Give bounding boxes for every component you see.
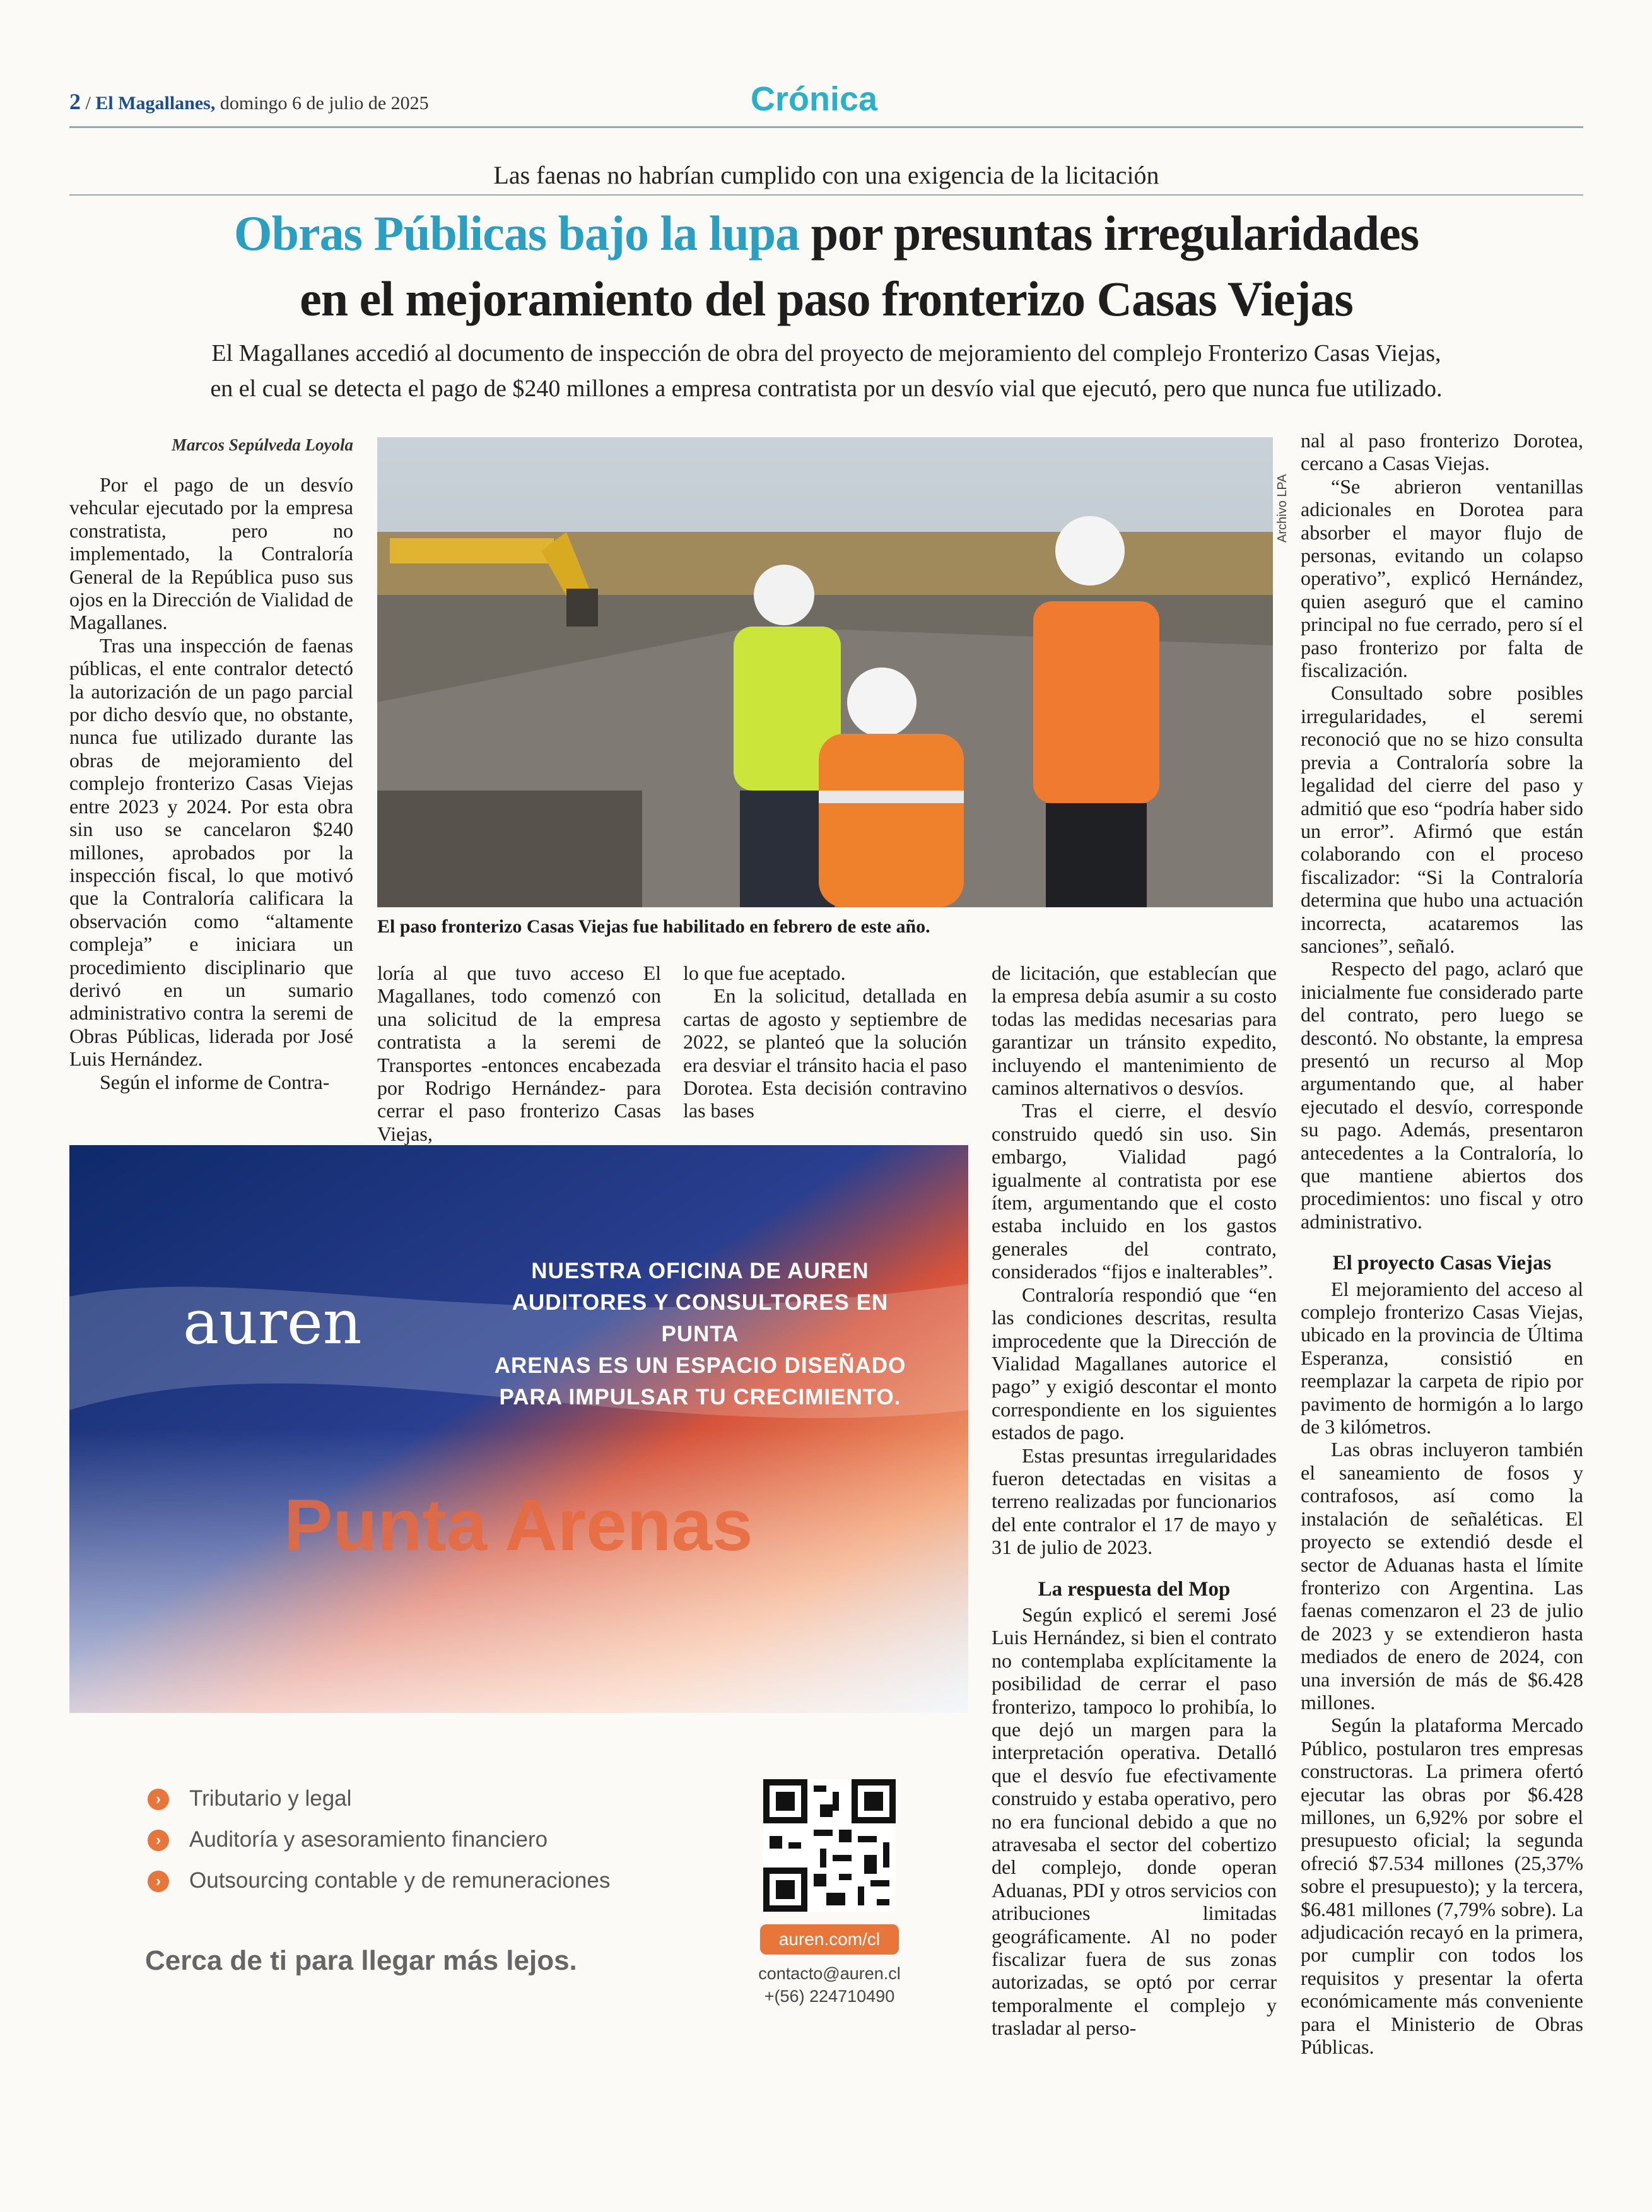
paragraph: Contraloría respondió que “en las condiciones descritas, resulta improcedente que la Dirección de Vialidad Magallanes autorice el pago” y exigió descontar el monto correspondiente en los siguientes estados de pago.: [992, 1283, 1277, 1444]
headline-part-2: en el mejoramiento del paso fronterizo Casas Viejas: [300, 271, 1353, 326]
paragraph: En la solicitud, detallada en cartas de agosto y septiembre de 2022, se planteó que la solución era desviar el tránsito hacia el paso Dorotea. Esta decisión contravino las bases: [683, 984, 967, 1122]
ad-service-1: Tributario y legal: [189, 1786, 352, 1811]
page-number: 2: [69, 89, 81, 114]
kicker-rule: [69, 194, 1583, 196]
ad-background: [69, 1145, 968, 1713]
paragraph: Por el pago de un desvío vehcular ejecutado por la empresa constratista, pero no implementado, la Contraloría General de la República puso sus ojos en la Dirección de Vialidad de Magallanes.: [69, 473, 353, 634]
news-photo: [377, 437, 1273, 907]
paragraph: loría al que tuvo acceso El Magallanes, todo comenzó con una solicitud de la empresa contratista a la seremi de Transportes -entonces encabezada por Rodrigo Hernández- para cerrar el paso fronterizo Casas Viejas,: [377, 962, 661, 1145]
article-column-3: [683, 962, 967, 1122]
ad-service-3: Outsourcing contable y de remuneraciones: [189, 1868, 611, 1893]
paragraph: de licitación, que establecían que la empresa debía asumir a su costo todas las medidas necesarias para garantizar un tránsito expedito, incluyendo el mantenimiento de caminos alternativos o desvíos.: [992, 962, 1277, 1100]
byline: Marcos Sepúlveda Loyola: [172, 435, 353, 454]
road-works-photo: [377, 437, 1273, 907]
ad-slogan: Cerca de ti para llegar más lejos.: [145, 1945, 577, 1976]
paragraph: Consultado sobre posibles irregularidades, el seremi reconoció que no se hizo consulta previa a Contraloría sobre la legalidad del cierre del paso y admitió que eso “podría haber sido un error”. Afirmó que están colaborando con el proceso fiscalizador: “Si la Contraloría determina que hubo una actuación incorrecta, acataremos las sanciones”, señaló.: [1301, 681, 1583, 957]
paragraph: Tras una inspección de faenas públicas, el ente contralor detectó la autorización de un pago parcial por dicho desvío que, no obstante, nunca fue utilizado durante las obras de mejoramiento del complejo fronterizo Casas Viejas entre 2023 y 2024. Por esta obra sin uso se cancelaron $240 millones, aprobados por la inspección fiscal, lo que motivó que la Contraloría calificara la observación como “altamente compleja” e iniciara un procedimiento disciplinario que derivó en un sumario administrativo contra la seremi de Obras Públicas, liderada por José Luis Hernández.: [69, 633, 353, 1071]
headline-part-1: por presuntas irregularidades: [811, 206, 1419, 261]
ad-contact: [725, 1962, 934, 2008]
arrow-icon: ›: [148, 1871, 169, 1892]
paragraph: “Se abrieron ventanillas adicionales en Dorotea para absorber el mayor flujo de personas, evitando un colapso operativo”, explicó Hernández, quien aseguró que el camino principal no fue cerrado, pero sí el paso fronterizo por falta de fiscalización.: [1301, 474, 1583, 682]
photo-caption: El paso fronterizo Casas Viejas fue habilitado en febrero de este año.: [377, 916, 930, 937]
deck-line-2: en el cual se detecta el pago de $240 millones a empresa contratista por un desvío vial que ejecutó, pero que nunca fue utilizado.: [210, 375, 1443, 402]
paper-name: El Magallanes,: [95, 93, 216, 114]
masthead-rule: [69, 126, 1583, 128]
section-name: Crónica: [751, 80, 878, 118]
paragraph: Según la plataforma Mercado Público, postularon tres empresas constructoras. La primera ofertó ejecutar las obras por $6.428 millones, un 6,92% por sobre el presupuesto oficial; la segunda ofreció $7.534 millones (25,37% sobre el presupuesto); y la tercera, $6.481 millones (7,79% sobre). La adjudicación recayó en la primera, por cumplir con todos los requisitos y presentar la oferta económicamente más conveniente para el Ministerio de Obras Públicas.: [1301, 1714, 1583, 2059]
deck-line-1: El Magallanes accedió al documento de inspección de obra del proyecto de mejoramiento del complejo Fronterizo Casas Viejas,: [211, 340, 1441, 367]
paragraph: Estas presuntas irregularidades fueron detectadas en visitas a terreno realizadas por funcionarios del ente contralor el 17 de mayo y 31 de julio de 2023.: [992, 1444, 1277, 1559]
ad-tagline-3: ARENAS ES UN ESPACIO DISEÑADO: [494, 1353, 906, 1378]
qr-code-icon[interactable]: [763, 1779, 896, 1912]
deck: [120, 336, 1533, 406]
ad-phone: +(56) 224710490: [764, 1987, 895, 2006]
paragraph: Las obras incluyeron también el saneamiento de fosos y contrafosos, así como la instalación de señaléticas. El proyecto se extendió desde el sector de Aduanas hasta el límite fronterizo con Argentina. Las faenas comenzaron el 23 de julio de 2023 y se extendieron hasta mediados de enero de 2024, con una inversión de más de $6.428 millones.: [1301, 1438, 1583, 1714]
arrow-icon: ›: [148, 1830, 169, 1851]
paragraph: Tras el cierre, el desvío construido quedó sin uso. Sin embargo, Vialidad pagó igualmente al contratista por ese ítem, argumentando que el costo estaba incluido en los gastos generales del contrato, considerados “fijos e inalterables”.: [992, 1099, 1277, 1283]
masthead-separator: /: [85, 93, 91, 114]
arrow-icon: ›: [148, 1789, 169, 1810]
paragraph: Según el informe de Contra-: [100, 1070, 330, 1093]
article-column-2: [377, 962, 661, 1145]
ad-website-link[interactable]: auren.com/cl: [760, 1924, 899, 1955]
headline: [69, 201, 1583, 332]
masthead: [69, 88, 429, 115]
paragraph: nal al paso fronterizo Dorotea, cercano a Casas Viejas.: [1301, 429, 1583, 475]
ad-email[interactable]: contacto@auren.cl: [758, 1964, 901, 1983]
subhead-mop: La respuesta del Mop: [1038, 1577, 1231, 1601]
article-column-1: [69, 473, 353, 1093]
paragraph: El mejoramiento del acceso al complejo fronterizo Casas Viejas, ubicado en la provincia de Última Esperanza, consistió en reemplazar la carpeta de ripio por pavimento de hormigón a lo largo de 3 kilómetros.: [1301, 1277, 1583, 1438]
photo-credit: Archivo LPA: [1275, 474, 1289, 543]
ad-tagline: [479, 1256, 921, 1413]
ad-city: Punta Arenas: [284, 1484, 753, 1566]
headline-accent: Obras Públicas bajo la lupa: [233, 206, 800, 261]
article-column-5: [1301, 429, 1583, 2058]
issue-date: domingo 6 de julio de 2025: [220, 93, 429, 114]
kicker: Las faenas no habrían cumplido con una exigencia de la licitación: [493, 161, 1159, 189]
ad-tagline-2: AUDITORES Y CONSULTORES EN PUNTA: [512, 1290, 889, 1346]
auren-logo: auren: [183, 1287, 362, 1358]
paragraph: Respecto del pago, aclaró que inicialmente fue considerado parte del contrato, pero luego se descontó. No obstante, la empresa presentó un recurso al Mop argumentando que, al haber ejecutado el desvío, corresponde su pago. Además, presentaron antecedentes a la Contraloría, lo que mantiene abiertos dos procedimientos: uno fiscal y otro administrativo.: [1301, 957, 1583, 1233]
subhead-proyecto: El proyecto Casas Viejas: [1332, 1252, 1552, 1275]
paragraph: lo que fue aceptado.: [683, 962, 846, 984]
paragraph: Según explicó el seremi José Luis Hernández, si bien el contrato no contemplaba explícitamente la posibilidad de cerrar el paso fronterizo, tampoco lo prohibía, lo que dejó un margen para la interpretación operativa. Detalló que el desvío fue efectivamente construido y estaba operativo, pero no era funcional debido a que no atravesaba el sector del cobertizo del complejo, donde operan Aduanas, PDI y otros servicios con atribuciones limitadas geográficamente. Al no poder fiscalizar fuera de sus zonas autorizadas, se optó por cerrar temporalmente el complejo y trasladar al perso-: [992, 1603, 1277, 2040]
ad-tagline-4: PARA IMPULSAR TU CRECIMIENTO.: [499, 1385, 901, 1409]
article-column-4: [992, 962, 1277, 2040]
ad-service-2: Auditoría y asesoramiento financiero: [189, 1827, 548, 1852]
ad-tagline-1: NUESTRA OFICINA DE AUREN: [531, 1259, 869, 1283]
ad-banner[interactable]: [69, 1145, 968, 1713]
